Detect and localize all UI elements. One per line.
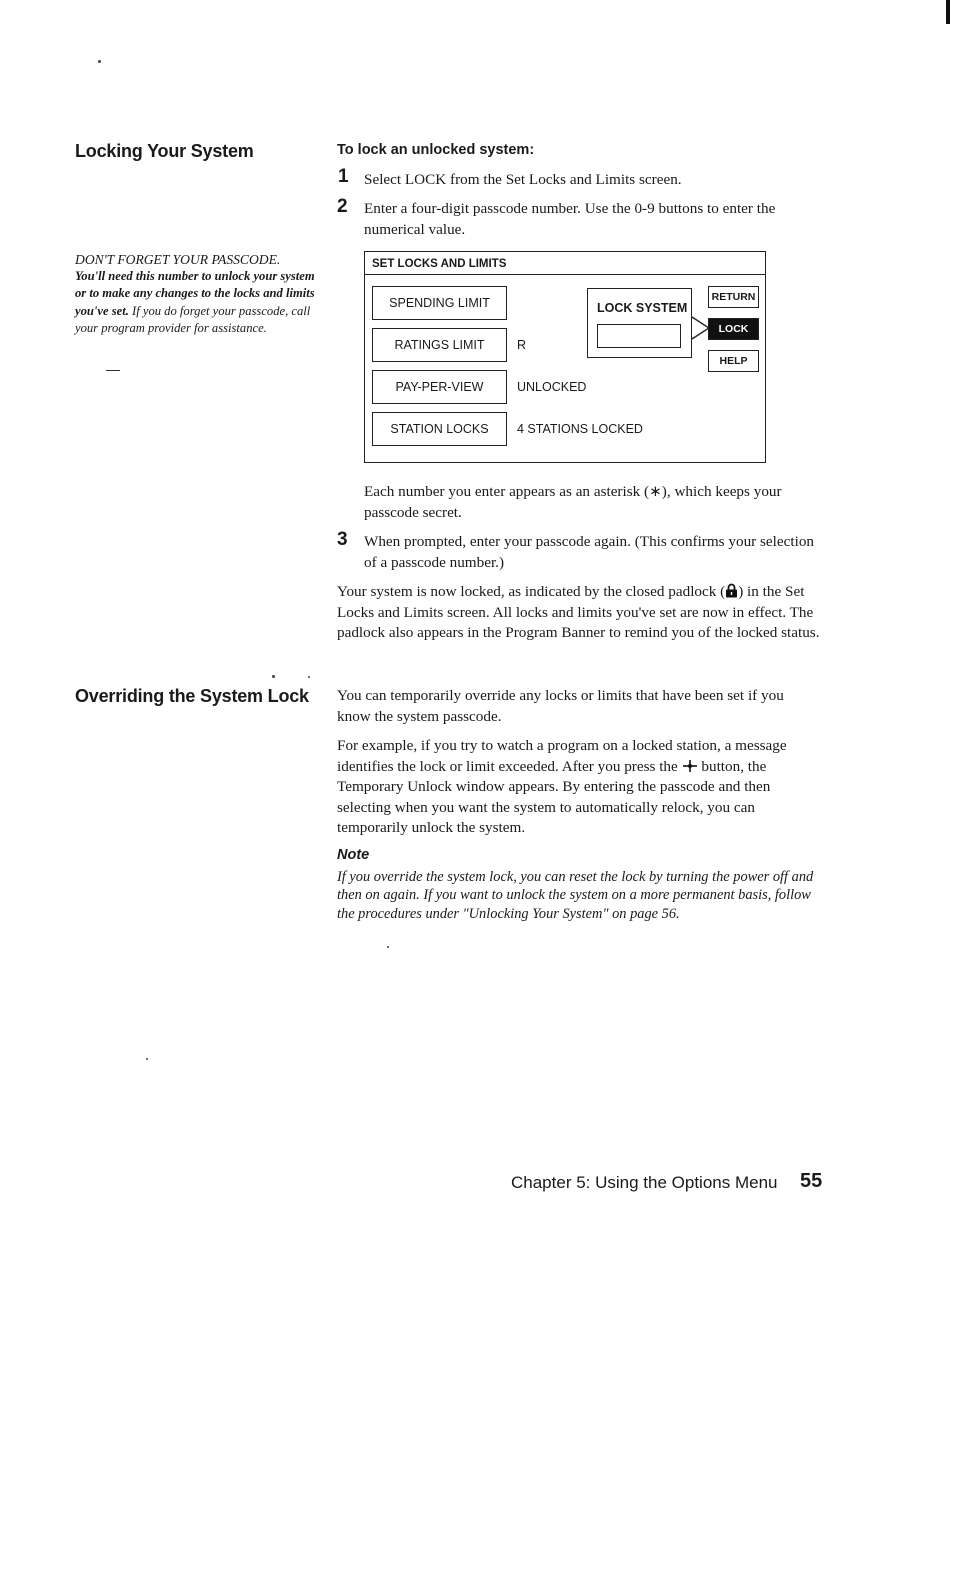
station-locks-value: 4 STATIONS LOCKED [517,422,643,436]
step-number: 2 [337,196,348,217]
example-paragraph [337,736,815,839]
step-text: When prompted, enter your passcode again. (This confirms your selection of a passcode number.) [364,533,815,571]
scan-speck [146,1058,148,1060]
sidenote-lead: DON'T FORGET YOUR PASSCODE. [75,252,281,267]
lock-system-panel [587,288,692,358]
return-button[interactable]: RETURN [708,286,759,308]
pay-per-view-value: UNLOCKED [517,380,587,394]
step-number: 3 [337,529,348,550]
passcode-sidenote [75,251,315,337]
note-text: If you override the system lock, you can reset the lock by turning the power off and then on again. If you want to unlock the system on a more permanent basis, follow the procedures under "Unlocking Your System" on page 56. [337,869,814,922]
sidenote-text: If you do forget your passcode, call your program provider for assistance. [75,303,311,335]
lock-system-label: LOCK SYSTEM [597,301,688,315]
padlock-icon [725,583,738,598]
pay-per-view-button[interactable]: PAY-PER-VIEW [372,370,507,404]
scan-speck [98,60,101,63]
spending-limit-button[interactable]: SPENDING LIMIT [372,286,507,320]
override-paragraph: You can temporarily override any locks or limits that have been set if you know the system passcode. [337,687,784,725]
passcode-input[interactable] [597,324,681,348]
screen-title: SET LOCKS AND LIMITS [372,258,507,270]
sidenote-dash [106,370,120,371]
step-number: 1 [338,166,349,187]
note-label: Note [337,847,370,863]
scan-speck [308,676,310,678]
scan-speck [272,675,275,678]
set-locks-screen-figure [364,251,766,463]
scan-speck [387,946,389,948]
locking-heading: Locking Your System [75,141,254,161]
step-text: Select LOCK from the Set Locks and Limits screen. [364,171,682,188]
page-number: 55 [800,1170,823,1192]
lock-button[interactable]: LOCK [708,318,759,340]
locked-para-text: Your system is now locked, as indicated by the closed padlock ( [337,583,726,600]
sidenote-bold-text: You'll need this number to unlock your system or to make any changes to the locks and limits you've set. [75,269,315,318]
example-para-text: button, the Temporary Unlock window appears. By entering the passcode and then selecting when you want the system to automatically relock, you can temporarily unlock the system. [337,757,771,836]
help-button[interactable]: HELP [708,350,759,372]
asterisk-paragraph: Each number you enter appears as an asterisk (∗), which keeps your passcode secret. [364,483,782,521]
chapter-footer: Chapter 5: Using the Options Menu [511,1173,778,1192]
overriding-heading: Overriding the System Lock [75,686,309,706]
procedure-heading: To lock an unlocked system: [337,142,535,158]
example-para-text: For example, if you try to watch a program on a locked station, a message identifies the lock or limit exceeded. After you press the [337,737,787,775]
page-edge-mark [946,0,950,24]
locked-para-text: ) in the Set Locks and Limits screen. All locks and limits you've set are now in effect. The padlock also appears in the Program Banner to remind you of the locked status. [337,583,820,641]
station-locks-button[interactable]: STATION LOCKS [372,412,507,446]
locked-status-paragraph [337,582,827,644]
screen-title-rule [365,274,765,275]
ratings-limit-value: R [517,338,527,352]
step-text: Enter a four-digit passcode number. Use the 0-9 buttons to enter the numerical value. [364,200,776,238]
ratings-limit-button[interactable]: RATINGS LIMIT [372,328,507,362]
plus-button-icon [682,759,698,773]
